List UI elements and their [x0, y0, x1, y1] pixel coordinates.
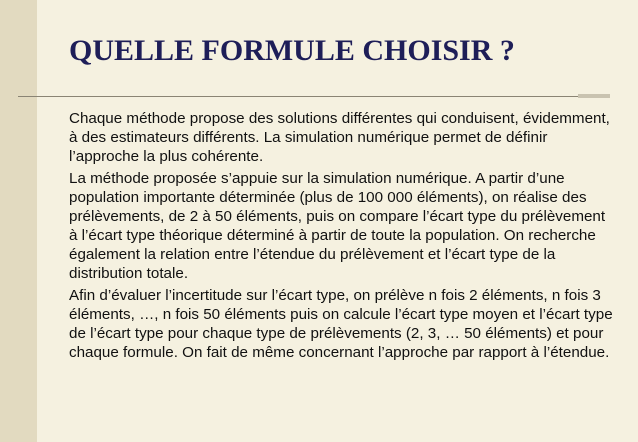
paragraph-method: La méthode proposée s’appuie sur la simulation numérique. A partir d’une population importante déterminée (plus de 100 000 éléments), on réalise des prélèvements, de 2 à 50 éléments, puis on compare l’écart type du prélèvement à l’écart type théorique déterminé à partir de toute la population. On recherche également la relation entre l’étendue du prélèvement et l’écart type de la distribution totale.	[69, 170, 606, 282]
left-decorative-band	[0, 0, 37, 442]
title-divider-accent	[578, 94, 610, 98]
paragraph-uncertainty: Afin d’évaluer l’incertitude sur l’écart type, on prélève n fois 2 éléments, n fois 3 éléments, …, n fois 50 éléments puis on calcule l’écart type moyen et l’écart type de l’écart type pour chaque type de prélèvements (2, 3, … 50 éléments) et pour chaque formule. On fait de même concernant l’approche par rapport à l’étendue.	[69, 287, 613, 361]
title-divider	[18, 96, 578, 97]
paragraph-intro: Chaque méthode propose des solutions différentes qui conduisent, évidemment, à des estimateurs différents. La simulation numérique permet de définir l’approche la plus cohérente.	[69, 110, 610, 165]
slide-title: QUELLE FORMULE CHOISIR ?	[69, 34, 515, 67]
slide-body	[69, 109, 614, 365]
